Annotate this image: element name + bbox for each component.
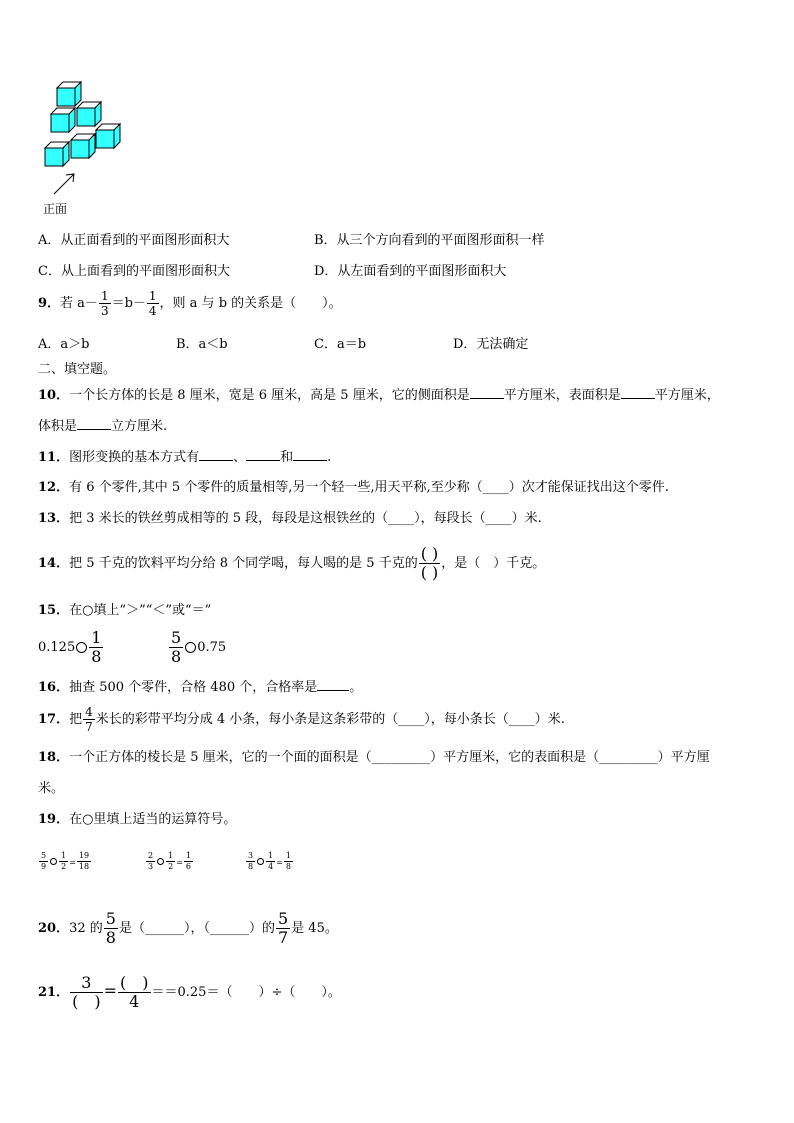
question-21 bbox=[38, 969, 341, 1015]
q15-e1-left: 0.125 bbox=[38, 640, 76, 655]
q19-e2-circle[interactable] bbox=[157, 858, 164, 865]
q14-fraction: $\frac{( )}{( )}$ bbox=[420, 544, 439, 582]
q20-text-1: 32 的 bbox=[69, 921, 103, 936]
q12-text: 有 6 个零件,其中 5 个零件的质量相等,另一个轻一些,用天平称,至少称（____）次才能保证找出这个零件. bbox=[69, 480, 669, 495]
q15-e1-circle[interactable] bbox=[76, 642, 87, 653]
q11-number: 11． bbox=[38, 450, 70, 465]
q10-text-5: 立方厘米. bbox=[111, 419, 168, 434]
question-18 bbox=[38, 749, 710, 767]
q9-post: ，则 a 与 b 的关系是（ ）。 bbox=[159, 296, 342, 311]
q11-blank-1[interactable] bbox=[199, 447, 233, 461]
q10-blank-3[interactable] bbox=[77, 416, 111, 430]
q19-expression-3: $\frac{3}{8}$ $\frac{1}{4}$ = $\frac{1}{8}$ bbox=[248, 851, 291, 871]
q20-fraction-2: $\frac{5}{7}$ bbox=[277, 909, 289, 947]
cube-figure bbox=[40, 80, 130, 220]
section-2-title: 二、填空题。 bbox=[38, 362, 117, 377]
q9-option-a: A．a＞b bbox=[38, 337, 90, 352]
question-20 bbox=[38, 907, 338, 951]
q18-number: 18． bbox=[38, 750, 70, 765]
q11-end: . bbox=[327, 450, 332, 465]
q9-option-c: C．a＝b bbox=[314, 337, 367, 352]
q21-fraction-1: $\frac{3}{( )}$ bbox=[72, 973, 101, 1011]
q10-text-3: 平方厘米， bbox=[654, 388, 720, 403]
question-10-line-2 bbox=[38, 416, 167, 436]
q11-text: 图形变换的基本方式有 bbox=[69, 450, 200, 465]
q8-option-b: B．从三个方向看到的平面图形面积一样 bbox=[314, 233, 545, 248]
question-11 bbox=[38, 447, 331, 467]
q14-text-1: 把 5 千克的饮料平均分给 8 个同学喝，每人喝的是 5 千克的 bbox=[69, 556, 418, 571]
q21-rest: ＝＝0.25＝（ ）÷（ ）。 bbox=[151, 985, 341, 1000]
q18-text-1: 一个正方体的棱长是 5 厘米，它的一个面的面积是（_________）平方厘米，它的表面积是（_________）平方厘 bbox=[69, 750, 710, 765]
q19-expression-1: $\frac{5}{9}$ $\frac{1}{2}$ = $\frac{19}{18}$ bbox=[41, 851, 90, 871]
q15-expression-2 bbox=[168, 630, 226, 665]
q15-expression-1 bbox=[38, 630, 104, 665]
q9-pre: 若 a－ bbox=[60, 296, 98, 311]
q10-text-1: 一个长方体的长是 8 厘米，宽是 6 厘米，高是 5 厘米，它的侧面积是 bbox=[69, 388, 470, 403]
q20-number: 20． bbox=[38, 921, 70, 936]
q17-text-1: 把 bbox=[69, 712, 83, 727]
q15-e2-fraction: $\frac{5}{8}$ bbox=[171, 628, 182, 666]
q14-number: 14． bbox=[38, 556, 70, 571]
q21-equals: = bbox=[103, 981, 117, 1000]
q17-text-2: 米长的彩带平均分成 4 小条，每小条是这条彩带的（____），每小条长（____）米. bbox=[95, 712, 565, 727]
q14-text-2: ，是（ ）千克。 bbox=[441, 556, 546, 571]
q8-option-c: C．从上面看到的平面图形面积大 bbox=[38, 264, 230, 279]
q8-option-a: A．从正面看到的平面图形面积大 bbox=[38, 233, 230, 248]
cubes-drawing bbox=[40, 80, 130, 180]
q17-fraction: $\frac{4}{7}$ bbox=[85, 705, 93, 734]
q16-text: 抽查 500 个零件，合格 480 个，合格率是 bbox=[69, 680, 318, 695]
q9-mid: ＝b－ bbox=[111, 296, 146, 311]
q19-e3-circle[interactable] bbox=[257, 858, 264, 865]
q15-e2-right: 0.75 bbox=[197, 640, 227, 655]
q13-text: 把 3 米长的铁丝剪成相等的 5 段，每段是这根铁丝的（____），每段长（____）米. bbox=[69, 511, 542, 526]
q21-number: 21． bbox=[38, 985, 70, 1000]
question-16 bbox=[38, 677, 362, 697]
question-10 bbox=[38, 385, 720, 405]
q8-option-d: D．从左面看到的平面图形面积大 bbox=[314, 264, 507, 279]
q15-text: 在○填上“＞”“＜”或“＝” bbox=[69, 603, 212, 618]
q10-blank-1[interactable] bbox=[470, 385, 504, 399]
arrow-icon bbox=[50, 168, 80, 198]
q18-text-2: 米。 bbox=[38, 781, 65, 796]
q11-sep-1: 、 bbox=[233, 450, 247, 465]
q9-fraction-1: $\frac{1}{3}$ bbox=[100, 289, 109, 318]
q10-text-2: 平方厘米，表面积是 bbox=[503, 388, 621, 403]
q11-sep-2: 和 bbox=[280, 450, 294, 465]
question-15 bbox=[38, 602, 211, 620]
q20-text-2: 是（______），（______）的 bbox=[118, 921, 275, 936]
q9-fraction-2: $\frac{1}{4}$ bbox=[148, 289, 157, 318]
question-13 bbox=[38, 510, 542, 528]
q12-number: 12． bbox=[38, 480, 70, 495]
question-9 bbox=[38, 286, 342, 322]
q21-fraction-2: $\frac{( )}{4}$ bbox=[120, 973, 149, 1011]
q9-option-b: B．a＜b bbox=[176, 337, 228, 352]
q11-blank-2[interactable] bbox=[246, 447, 280, 461]
q16-blank[interactable] bbox=[317, 677, 349, 691]
q19-expression-2: $\frac{2}{3}$ $\frac{1}{2}$ = $\frac{1}{6}$ bbox=[148, 851, 191, 871]
q19-number: 19． bbox=[38, 812, 70, 827]
question-14 bbox=[38, 542, 545, 586]
q16-number: 16． bbox=[38, 680, 70, 695]
q10-blank-2[interactable] bbox=[621, 385, 655, 399]
q11-blank-3[interactable] bbox=[293, 447, 327, 461]
q15-e2-circle[interactable] bbox=[185, 642, 196, 653]
q20-text-3: 是 45。 bbox=[291, 921, 338, 936]
q16-end: 。 bbox=[349, 680, 363, 695]
q20-fraction-1: $\frac{5}{8}$ bbox=[105, 909, 116, 947]
front-label: 正面 bbox=[43, 202, 68, 216]
q13-number: 13． bbox=[38, 511, 70, 526]
q10-text-4: 体积是 bbox=[38, 419, 78, 434]
question-19 bbox=[38, 811, 236, 829]
question-18-line-2 bbox=[38, 780, 64, 798]
q9-option-d: D．无法确定 bbox=[453, 337, 529, 352]
q17-number: 17． bbox=[38, 712, 70, 727]
q15-number: 15． bbox=[38, 603, 70, 618]
q10-number: 10． bbox=[38, 388, 70, 403]
q19-e1-circle[interactable] bbox=[50, 858, 57, 865]
q19-text: 在○里填上适当的运算符号。 bbox=[69, 812, 237, 827]
q9-number: 9． bbox=[38, 296, 61, 311]
q15-e1-fraction: $\frac{1}{8}$ bbox=[91, 628, 102, 666]
question-17 bbox=[38, 704, 565, 736]
question-12 bbox=[38, 479, 669, 497]
